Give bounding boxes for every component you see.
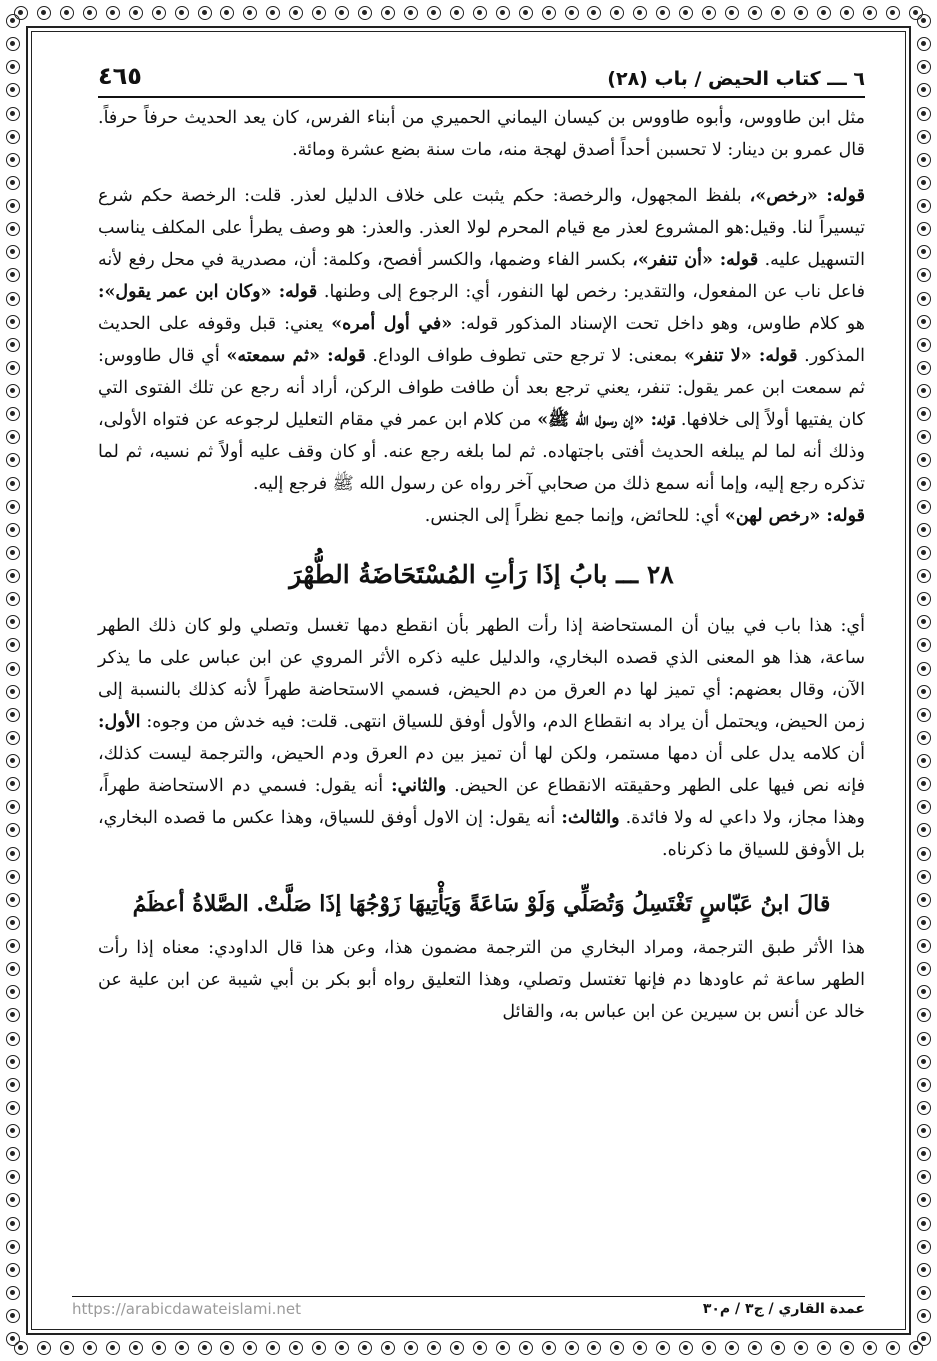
ornament-icon (917, 315, 931, 329)
ornament-icon (917, 1147, 931, 1161)
ornament-icon (840, 6, 854, 20)
ornament-icon (37, 1341, 51, 1355)
keyword: قوله: «وكان ابن عمر يقول»: (98, 282, 318, 302)
ornament-icon (6, 823, 20, 837)
ornament-icon (6, 893, 20, 907)
ornament-icon (83, 1341, 97, 1355)
ornament-icon (863, 1341, 877, 1355)
ornament-icon (37, 6, 51, 20)
ornament-icon (152, 6, 166, 20)
ornament-icon (656, 1341, 670, 1355)
ornament-icon (771, 6, 785, 20)
ornament-icon (6, 14, 20, 28)
text: أي: هذا باب في بيان أن المستحاضة إذا رأت الطهر بأن انقطع دمها تغسل وتصلي ولو كان ذلك الطهر ساعة، هذا هو المعنى الذي قصده البخاري، والدليل عليه ذكره الأثر المروي عن ابن عباس على ما يذكر الآن، وقال بعضهم: أي تميز لها دم العرق من دم الحيض، فسمي الاستحاضة طهراً لأنه كذلك بالنسبة إلى زمن الحيض، ويحتمل أن يراد به انقطاع الدم، والأول أوفق للسياق انتهى. قلت: فيه خدش من وجوه: (98, 616, 865, 732)
paragraph-3 (98, 500, 865, 532)
ornament-icon (565, 1341, 579, 1355)
ornament-icon (917, 754, 931, 768)
ornament-icon (917, 1032, 931, 1046)
keyword: قوله: «رخص»، (749, 186, 866, 206)
ornament-icon (6, 546, 20, 560)
ornament-icon (725, 1341, 739, 1355)
ornament-icon (6, 384, 20, 398)
ornament-icon (917, 407, 931, 421)
ornament-icon (886, 1341, 900, 1355)
ornament-icon (679, 6, 693, 20)
ornament-icon (6, 731, 20, 745)
ornament-icon (152, 1341, 166, 1355)
ornament-icon (679, 1341, 693, 1355)
ornament-icon (771, 1341, 785, 1355)
ornament-icon (6, 477, 20, 491)
ornament-icon (6, 685, 20, 699)
keyword: قوله: «رخص لهن» (724, 506, 865, 526)
ornament-icon (917, 592, 931, 606)
ornament-icon (243, 6, 257, 20)
ornament-icon (106, 1341, 120, 1355)
volume-signature: عمدة القاري / ج٣ / م٣٠ (702, 1301, 865, 1317)
ornament-icon (496, 1341, 510, 1355)
ornament-icon (220, 1341, 234, 1355)
ornament-icon (6, 1263, 20, 1277)
text: يعني: قبل وقوفه على الحديث المذكور. (98, 314, 866, 366)
ornament-icon (6, 453, 20, 467)
ornament-icon (6, 60, 20, 74)
ornament-icon (917, 638, 931, 652)
ornament-icon (633, 6, 647, 20)
ornament-icon (917, 1124, 931, 1138)
ornament-icon (917, 800, 931, 814)
ornament-icon (917, 500, 931, 514)
text: أن كلامه يدل على أن دمها مستمر، ولكن لها أن تميز بين دم العرق ودم الحيض، والترجمة ليست كذلك، فإنه نص فيها على الطهر وحقيقته الانقطاع عن الحيض. (98, 744, 865, 796)
ornament-icon (289, 1341, 303, 1355)
ornament-icon (496, 6, 510, 20)
ornament-icon (6, 1217, 20, 1231)
ornament-icon (917, 222, 931, 236)
border-left (2, 14, 24, 1347)
keyword: «في أول أمره» (331, 314, 453, 334)
ornament-icon (6, 569, 20, 583)
ornament-icon (6, 430, 20, 444)
ornament-icon (60, 1341, 74, 1355)
ornament-icon (565, 6, 579, 20)
ornament-icon (6, 268, 20, 282)
ornament-icon (60, 6, 74, 20)
ornament-icon (6, 847, 20, 861)
ornament-icon (917, 939, 931, 953)
ornament-icon (6, 1101, 20, 1115)
ornament-icon (917, 1286, 931, 1300)
ornament-icon (917, 1263, 931, 1277)
watermark: https://arabicdawateislami.net (72, 1300, 302, 1318)
ornament-icon (794, 6, 808, 20)
ornament-icon (917, 823, 931, 837)
ornament-icon (917, 962, 931, 976)
ornament-icon (917, 777, 931, 791)
ornament-icon (917, 1078, 931, 1092)
ornament-icon (917, 430, 931, 444)
chapter-heading: ٢٨ ـــ بابُ إذَا رَأتِ المُسْتَحَاضَةُ الطُّهْرَ (289, 560, 674, 589)
ornament-icon (6, 985, 20, 999)
ornament-icon (381, 1341, 395, 1355)
ornament-icon (917, 60, 931, 74)
ornament-icon (917, 916, 931, 930)
ornament-icon (917, 1309, 931, 1323)
ornament-icon (6, 1170, 20, 1184)
ornament-icon (917, 870, 931, 884)
ornament-icon (886, 6, 900, 20)
border-bottom (14, 1337, 923, 1359)
ornament-icon (6, 407, 20, 421)
ornament-icon (794, 1341, 808, 1355)
text: أي: للحائض، وإنما جمع نظراً إلى الجنس. (424, 506, 725, 526)
ornament-icon (312, 1341, 326, 1355)
ornament-icon (427, 1341, 441, 1355)
running-title: ٦ ـــ كتاب الحيض / باب (٢٨) (607, 68, 865, 90)
ornament-icon (175, 6, 189, 20)
ornament-icon (840, 1341, 854, 1355)
ornament-icon (610, 1341, 624, 1355)
ornament-icon (917, 731, 931, 745)
ornament-icon (917, 453, 931, 467)
ornament-icon (917, 361, 931, 375)
paragraph-2 (98, 180, 865, 500)
border-top (14, 2, 923, 24)
ornament-icon (198, 1341, 212, 1355)
keyword: قوله: «إن رسول الله ﷺ» (537, 410, 676, 430)
ornament-icon (817, 1341, 831, 1355)
ornament-icon (6, 107, 20, 121)
ornament-icon (917, 1170, 931, 1184)
ornament-icon (266, 1341, 280, 1355)
text: هو كلام طاوس، وهو داخل تحت الإسناد المذكور قوله: (452, 314, 865, 334)
ornament-icon (6, 222, 20, 236)
ornament-icon (6, 754, 20, 768)
ornament-icon (917, 338, 931, 352)
text: أنه يقول: فسمي دم الاستحاضة طهراً، وهذا مجاز، ولا داعي له ولا فائدة. (98, 776, 865, 828)
ornament-icon (725, 6, 739, 20)
ornament-icon (6, 800, 20, 814)
text: بلفظ المجهول، والرخصة: حكم يثبت على خلاف الدليل لعذر. قلت: الرخصة حكم شرع تيسيراً لنا. وقيل:هو المشروع لعذر مع قيام المحرم لولا العذر. والعذر: هو وصف يطرأ على المكلف يناسب التسهيل عليه. (98, 186, 866, 270)
ornament-icon (6, 870, 20, 884)
ornament-icon (917, 523, 931, 537)
ornament-icon (6, 916, 20, 930)
ornament-icon (587, 6, 601, 20)
paragraph-4 (98, 610, 865, 866)
ornament-icon (83, 6, 97, 20)
ornament-icon (6, 199, 20, 213)
page-header (98, 56, 865, 98)
ornament-icon (6, 1147, 20, 1161)
text: بكسر الفاء وضمها، والكسر أفصح، وكلمة: أن، مصدرية في محل رفع لأنه فاعل ناب عن المفعول، والتقدير: رخص لها النفور، أي: الرجوع إلى وطنها. (98, 250, 865, 302)
ornament-icon (6, 615, 20, 629)
ornament-icon (917, 245, 931, 259)
ornament-icon (863, 6, 877, 20)
ornament-icon (917, 14, 931, 28)
ornament-icon (175, 1341, 189, 1355)
ornament-icon (587, 1341, 601, 1355)
ornament-icon (6, 338, 20, 352)
ornament-icon (917, 37, 931, 51)
ornament-icon (6, 37, 20, 51)
ornament-icon (266, 6, 280, 20)
ornament-icon (6, 1309, 20, 1323)
page-number: ٤٦٥ (98, 62, 142, 90)
ornament-icon (6, 1193, 20, 1207)
ornament-icon (129, 6, 143, 20)
ornament-icon (427, 6, 441, 20)
text: من كلام ابن عمر في مقام التعليل لرجوعه عن فتواه الأولى، وذلك أنه لما لم يبلغه الحديث أفتى باجتهاده. ثم لما بلغه رجع عنه. أو كان وقف عليه أولاً ثم نسيه، ثم لما تذكره رجع إليه، وإما أنه سمع ذلك من صحابي آخر رواه عن رسول الله ﷺ فرجع إليه. (98, 410, 865, 494)
ornament-icon (817, 6, 831, 20)
ornament-icon (6, 939, 20, 953)
border-right (913, 14, 935, 1347)
ornament-icon (473, 1341, 487, 1355)
ornament-icon (917, 83, 931, 97)
ornament-icon (917, 569, 931, 583)
quote-heading: قالَ ابنُ عَبّاسٍ تَغْتَسِلُ وَتُصَلِّي وَلَوْ سَاعَةً وَيَأْتِيهَا زَوْجُهَا إذَا صَلَّتْ. الصَّلاةُ أعظَمُ (132, 891, 831, 917)
ornament-icon (542, 6, 556, 20)
ornament-icon (358, 1341, 372, 1355)
ornament-icon (198, 6, 212, 20)
ornament-icon (6, 1032, 20, 1046)
ornament-icon (335, 1341, 349, 1355)
ornament-icon (917, 708, 931, 722)
keyword: والثاني: (391, 776, 447, 796)
ornament-icon (917, 153, 931, 167)
ornament-icon (917, 615, 931, 629)
page-footer (72, 1296, 865, 1321)
ornament-icon (358, 6, 372, 20)
ornament-icon (6, 83, 20, 97)
ornament-icon (6, 1332, 20, 1346)
ornament-icon (917, 1217, 931, 1231)
ornament-icon (450, 1341, 464, 1355)
ornament-icon (289, 6, 303, 20)
ornament-icon (243, 1341, 257, 1355)
ornament-icon (917, 985, 931, 999)
ornament-icon (381, 6, 395, 20)
ornament-icon (917, 268, 931, 282)
ornament-icon (6, 1124, 20, 1138)
ornament-icon (6, 292, 20, 306)
ornament-icon (917, 1055, 931, 1069)
keyword: قوله: «أن تنفر»، (632, 250, 759, 270)
ornament-icon (917, 384, 931, 398)
ornament-icon (917, 1008, 931, 1022)
ornament-icon (917, 176, 931, 190)
page-content (98, 56, 865, 1028)
text: أي قال طاووس: ثم سمعت ابن عمر يقول: تنفر، يعني ترجع بعد أن طافت طواف الركن، أراد أنه رجع عن تلك الفتوى التي كان يفتيها أولاً إلى خلافها. (98, 346, 865, 430)
ornament-icon (6, 153, 20, 167)
ornament-icon (542, 1341, 556, 1355)
ornament-icon (610, 6, 624, 20)
ornament-icon (6, 245, 20, 259)
ornament-icon (917, 1193, 931, 1207)
ornament-icon (917, 107, 931, 121)
ornament-icon (6, 962, 20, 976)
ornament-icon (917, 893, 931, 907)
text: بمعنى: لا ترجع حتى تطوف طواف الوداع. (365, 346, 684, 366)
ornament-icon (220, 6, 234, 20)
ornament-icon (519, 1341, 533, 1355)
ornament-icon (917, 1240, 931, 1254)
ornament-icon (106, 6, 120, 20)
ornament-icon (6, 315, 20, 329)
ornament-icon (656, 6, 670, 20)
ornament-icon (748, 1341, 762, 1355)
ornament-icon (6, 1008, 20, 1022)
ornament-icon (6, 777, 20, 791)
ornament-icon (917, 847, 931, 861)
ornament-icon (917, 130, 931, 144)
ornament-icon (6, 500, 20, 514)
ornament-icon (404, 6, 418, 20)
ornament-icon (917, 1101, 931, 1115)
keyword: الأول: (98, 712, 141, 732)
ornament-icon (6, 1240, 20, 1254)
ornament-icon (917, 199, 931, 213)
keyword: قوله: «ثم سمعته» (226, 346, 366, 366)
ornament-icon (519, 6, 533, 20)
ornament-icon (6, 708, 20, 722)
ornament-icon (917, 477, 931, 491)
paragraph-1: مثل ابن طاووس، وأبوه طاووس بن كيسان اليماني الحميري من أبناء الفرس، كان يعد الحديث حرفاً حرفاً. قال عمرو بن دينار: لا تحسبن أحداً أصدق لهجة منه، مات سنة بضع عشرة ومائة. (98, 108, 865, 160)
ornament-icon (748, 6, 762, 20)
ornament-icon (6, 1055, 20, 1069)
ornament-icon (917, 662, 931, 676)
ornament-icon (335, 6, 349, 20)
ornament-icon (129, 1341, 143, 1355)
ornament-icon (917, 685, 931, 699)
ornament-icon (6, 130, 20, 144)
ornament-icon (6, 1286, 20, 1300)
ornament-icon (702, 6, 716, 20)
ornament-icon (6, 1078, 20, 1092)
ornament-icon (633, 1341, 647, 1355)
ornament-icon (473, 6, 487, 20)
ornament-icon (917, 292, 931, 306)
keyword: والثالث: (561, 808, 620, 828)
ornament-icon (702, 1341, 716, 1355)
text: أنه يقول: إن الاول أوفق للسياق، وهذا عكس ما قصده البخاري، بل الأوفق للسياق ما ذكرناه. (98, 808, 865, 860)
ornament-icon (6, 523, 20, 537)
ornament-icon (6, 638, 20, 652)
ornament-icon (6, 592, 20, 606)
keyword: قوله: «لا تنفر» (683, 346, 798, 366)
ornament-icon (917, 1332, 931, 1346)
paragraph-5: هذا الأثر طبق الترجمة، ومراد البخاري من الترجمة مضمون هذا، وعن هذا قال الداودي: معناه إذا رأت الطهر ساعة ثم عاودها دم فإنها تغتسل وتصلي، وهذا التعليق رواه أبو بكر بن أبي شيبة عن ابن علية عن خالد عن أنس بن سيرين عن ابن عباس به، والقائل (98, 938, 865, 1022)
ornament-icon (917, 546, 931, 560)
ornament-icon (312, 6, 326, 20)
ornament-icon (6, 361, 20, 375)
ornament-icon (6, 176, 20, 190)
ornament-icon (450, 6, 464, 20)
ornament-icon (404, 1341, 418, 1355)
ornament-icon (6, 662, 20, 676)
